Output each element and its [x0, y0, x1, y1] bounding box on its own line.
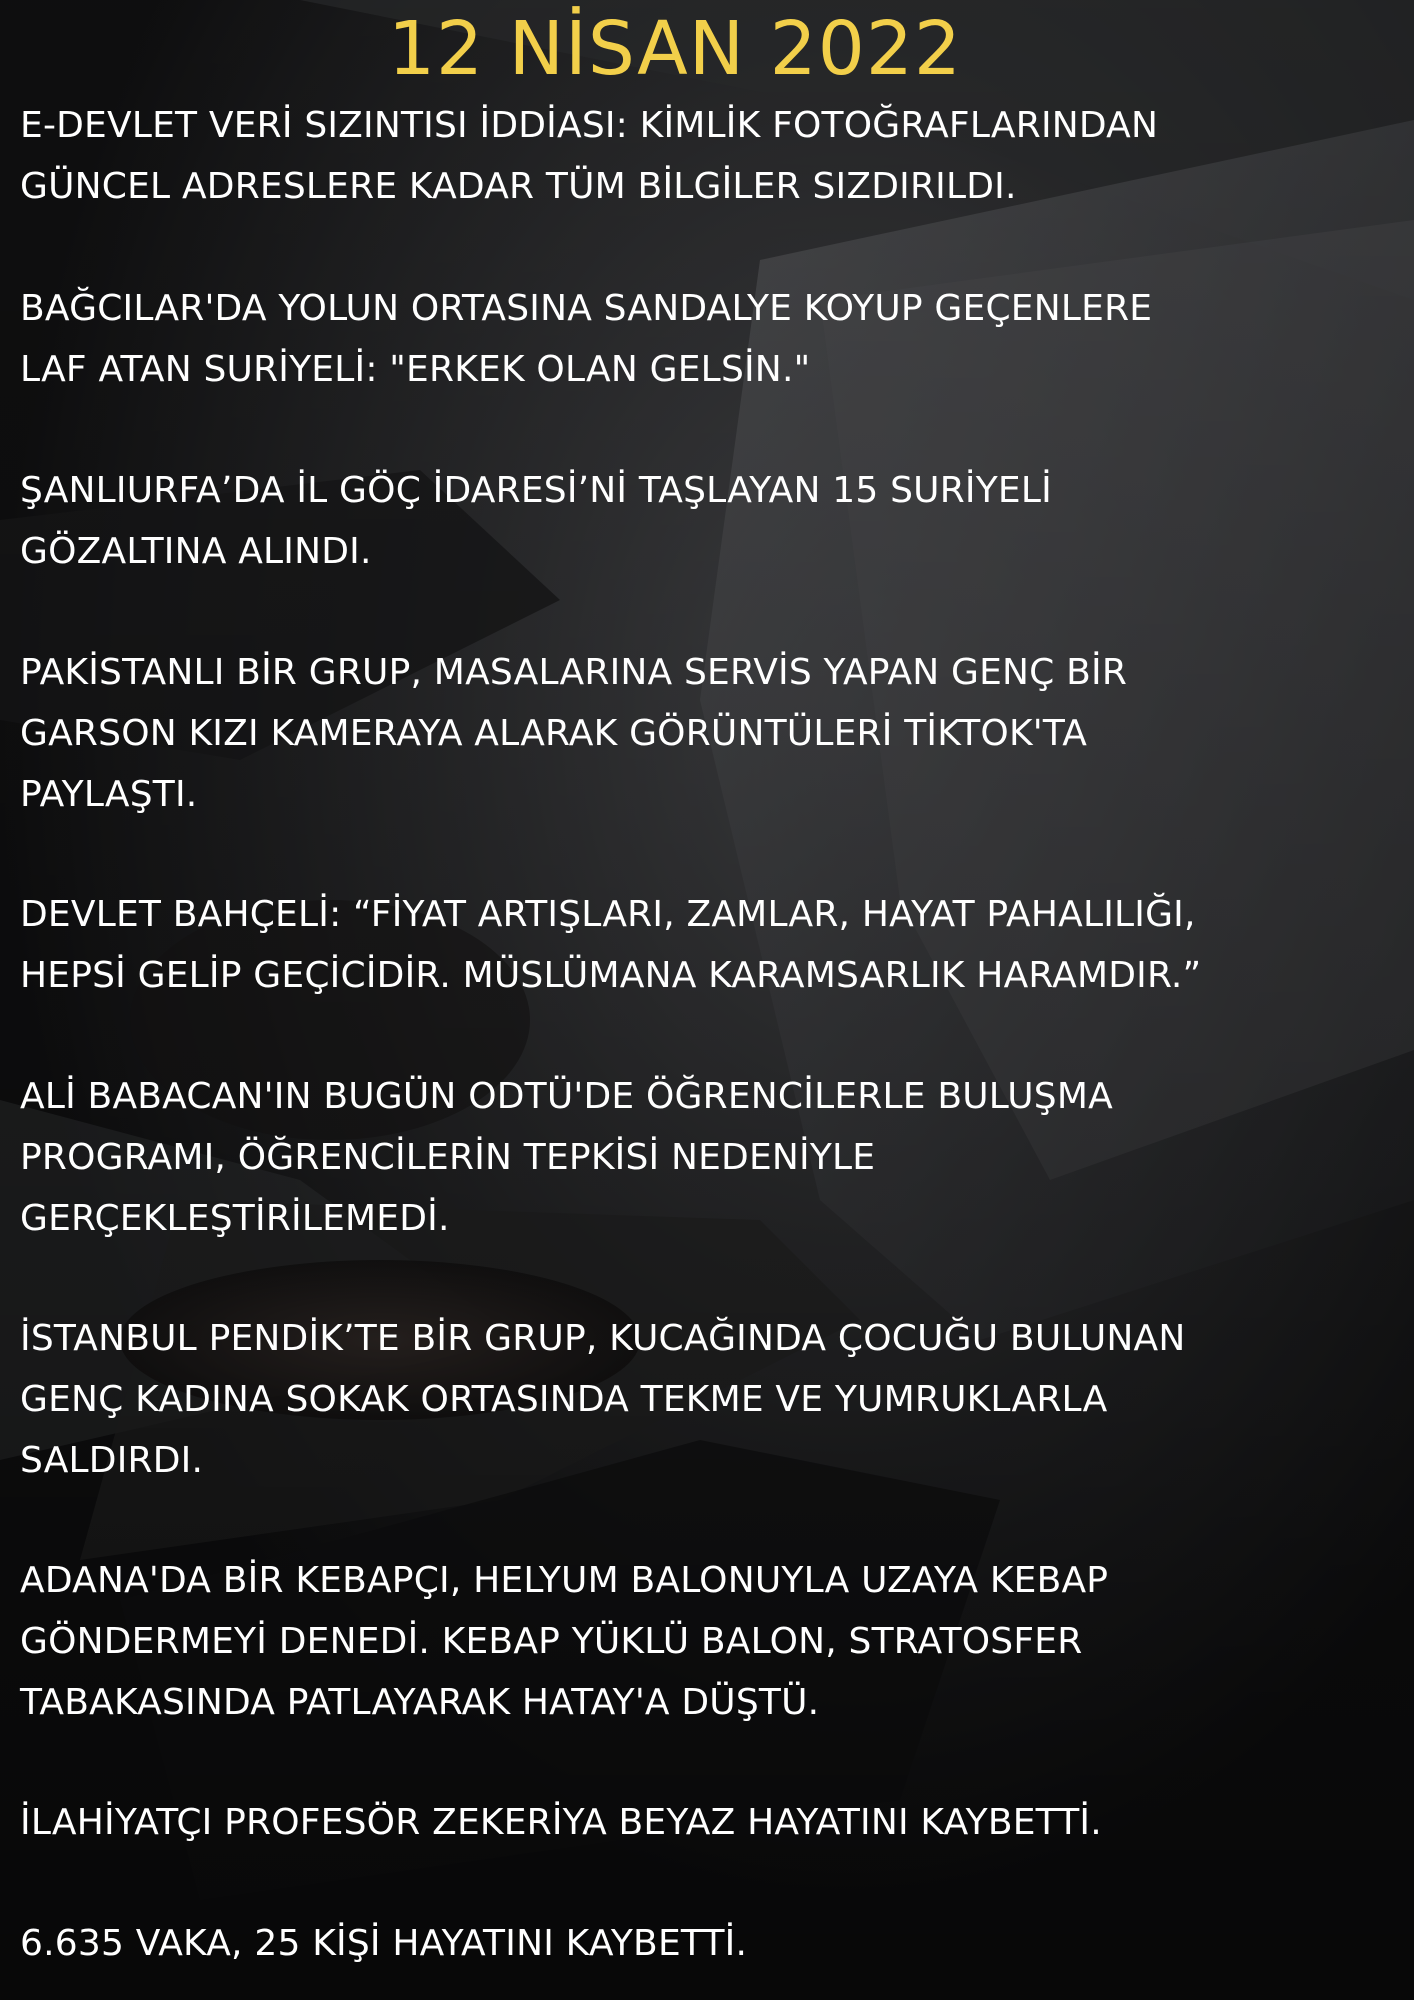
news-item [20, 884, 1410, 1006]
news-item-line: PAKİSTANLI BİR GRUP, MASALARINA SERVİS YAPAN GENÇ BİR [20, 652, 1128, 693]
news-item-line: ALİ BABACAN'IN BUGÜN ODTÜ'DE ÖĞRENCİLERLE BULUŞMA [20, 1076, 1113, 1117]
news-item-line: İSTANBUL PENDİK’TE BİR GRUP, KUCAĞINDA ÇOCUĞU BULUNAN [20, 1318, 1186, 1359]
news-item-line: GÜNCEL ADRESLERE KADAR TÜM BİLGİLER SIZDIRILDI. [20, 166, 1017, 207]
news-item [20, 1792, 1410, 1853]
news-item [20, 1550, 1410, 1733]
news-item-line: GARSON KIZI KAMERAYA ALARAK GÖRÜNTÜLERİ TİKTOK'TA [20, 713, 1088, 754]
date-heading: 12 NİSAN 2022 [387, 6, 963, 92]
news-item [20, 278, 1410, 400]
news-item-line: ADANA'DA BİR KEBAPÇI, HELYUM BALONUYLA UZAYA KEBAP [20, 1560, 1109, 1601]
news-item [20, 460, 1410, 582]
news-item-line: GERÇEKLEŞTİRİLEMEDİ. [20, 1198, 450, 1239]
news-item-line: GÖZALTINA ALINDI. [20, 531, 372, 572]
news-item-line: DEVLET BAHÇELİ: “FİYAT ARTIŞLARI, ZAMLAR, HAYAT PAHALILIĞI, [20, 894, 1196, 935]
news-item-line: E-DEVLET VERİ SIZINTISI İDDİASI: KİMLİK FOTOĞRAFLARINDAN [20, 105, 1159, 146]
news-item-line: PAYLAŞTI. [20, 774, 198, 815]
news-item [20, 1308, 1410, 1491]
news-item-line: GÖNDERMEYİ DENEDİ. KEBAP YÜKLÜ BALON, STRATOSFER [20, 1621, 1083, 1662]
news-item [20, 95, 1410, 217]
news-item-line: ŞANLIURFA’DA İL GÖÇ İDARESİ’Nİ TAŞLAYAN 15 SURİYELİ [20, 470, 1052, 511]
news-item-line: TABAKASINDA PATLAYARAK HATAY'A DÜŞTÜ. [20, 1682, 820, 1723]
news-item-line: PROGRAMI, ÖĞRENCİLERİN TEPKİSİ NEDENİYLE [20, 1137, 876, 1178]
news-item-line: GENÇ KADINA SOKAK ORTASINDA TEKME VE YUMRUKLARLA [20, 1379, 1108, 1420]
news-item-line: HEPSİ GELİP GEÇİCİDİR. MÜSLÜMANA KARAMSARLIK HARAMDIR.” [20, 955, 1202, 996]
news-item-line: 6.635 VAKA, 25 KİŞİ HAYATINI KAYBETTİ. [20, 1923, 748, 1964]
news-item-line: BAĞCILAR'DA YOLUN ORTASINA SANDALYE KOYUP GEÇENLERE [20, 288, 1153, 329]
news-item [20, 642, 1410, 825]
news-item-line: SALDIRDI. [20, 1440, 204, 1481]
news-item [20, 1913, 1410, 1974]
news-item [20, 1066, 1410, 1249]
news-item-line: İLAHİYATÇI PROFESÖR ZEKERİYA BEYAZ HAYATINI KAYBETTİ. [20, 1802, 1102, 1843]
news-item-line: LAF ATAN SURİYELİ: "ERKEK OLAN GELSİN." [20, 349, 811, 390]
